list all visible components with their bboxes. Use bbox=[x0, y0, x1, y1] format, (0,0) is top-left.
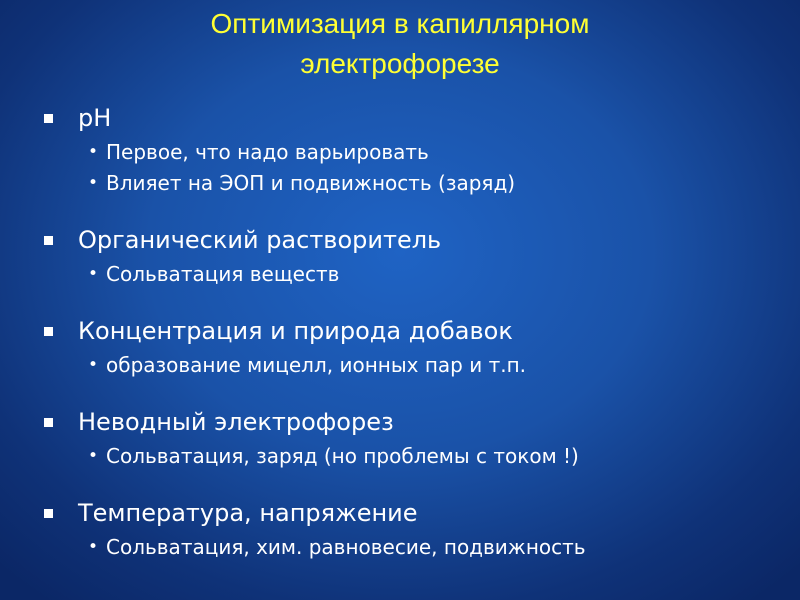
bullet-item-temperature bbox=[44, 495, 784, 562]
bullet-label: Органический растворитель bbox=[78, 226, 442, 254]
sub-bullet-item bbox=[44, 167, 784, 198]
sub-bullet-label: Первое, что надо варьировать bbox=[106, 139, 429, 164]
bullet-label: Температура, напряжение bbox=[78, 499, 418, 527]
sub-bullet-label: Сольватация, хим. равновесие, подвижность bbox=[106, 534, 586, 559]
bullet-item-organic-solvent bbox=[44, 222, 784, 289]
bullet-item-ph bbox=[44, 100, 784, 198]
square-bullet-icon bbox=[44, 236, 53, 245]
sub-bullet-item bbox=[44, 258, 784, 289]
square-bullet-icon bbox=[44, 418, 53, 427]
sub-bullet-item bbox=[44, 531, 784, 562]
sub-bullet-item bbox=[44, 136, 784, 167]
sub-bullet-label: образование мицелл, ионных пар и т.п. bbox=[106, 352, 527, 377]
bullet-list bbox=[44, 100, 784, 586]
sub-bullet-label: Влияет на ЭОП и подвижность (заряд) bbox=[106, 170, 516, 195]
sub-bullet-item bbox=[44, 349, 784, 380]
bullet-label: Концентрация и природа добавок bbox=[78, 317, 513, 345]
bullet-label: pH bbox=[78, 104, 112, 132]
round-bullet-icon: • bbox=[88, 263, 99, 284]
bullet-label: Неводный электрофорез bbox=[78, 408, 394, 436]
round-bullet-icon: • bbox=[88, 354, 99, 375]
bullet-item-nonaqueous bbox=[44, 404, 784, 471]
round-bullet-icon: • bbox=[88, 172, 99, 193]
slide-title-line-1: Оптимизация в капиллярном bbox=[210, 8, 590, 39]
sub-bullet-item bbox=[44, 440, 784, 471]
round-bullet-icon: • bbox=[88, 141, 99, 162]
square-bullet-icon bbox=[44, 114, 53, 123]
sub-bullet-label: Сольватация, заряд (но проблемы с током !) bbox=[106, 443, 579, 468]
round-bullet-icon: • bbox=[88, 536, 99, 557]
sub-bullet-label: Сольватация веществ bbox=[106, 261, 340, 286]
round-bullet-icon: • bbox=[88, 445, 99, 466]
slide-title-line-2: электрофорезе bbox=[300, 48, 500, 79]
square-bullet-icon bbox=[44, 509, 53, 518]
slide-title bbox=[0, 4, 800, 84]
bullet-item-additives bbox=[44, 313, 784, 380]
square-bullet-icon bbox=[44, 327, 53, 336]
